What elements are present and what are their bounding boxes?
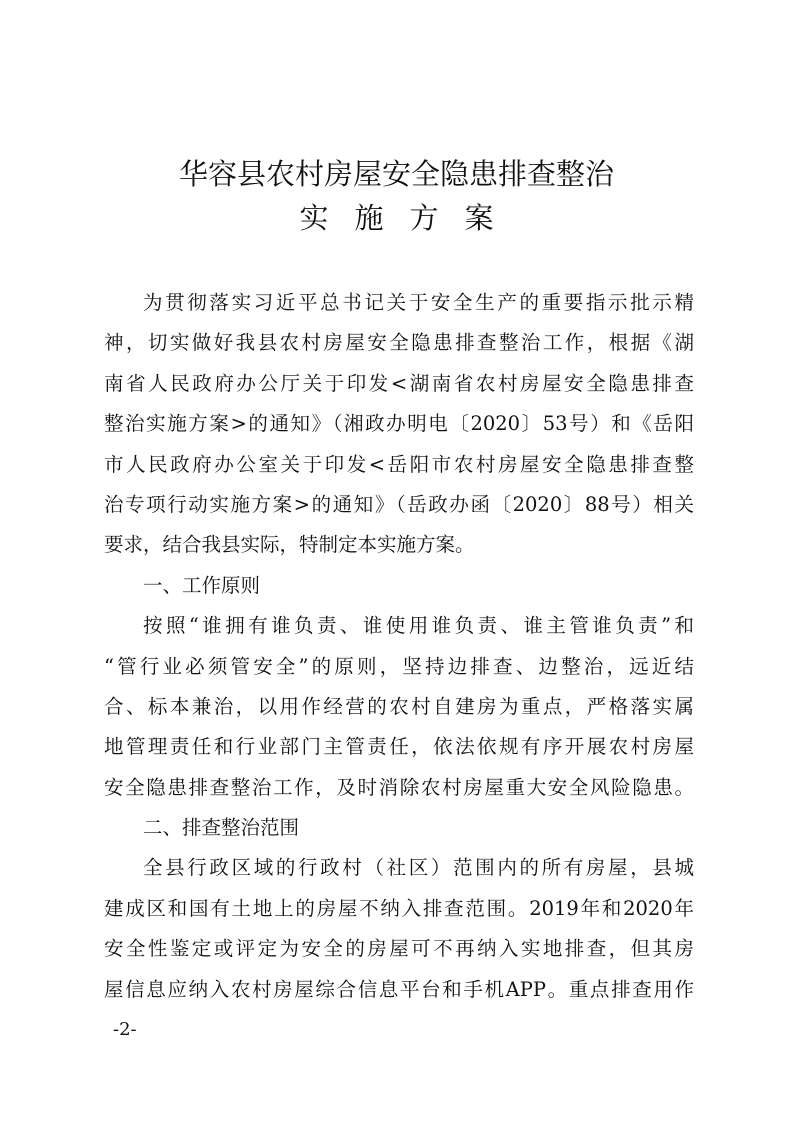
paragraph-1-line-4: 整治实施方案>的通知》（湘政办明电〔2020〕53号）和《岳阳 (104, 412, 694, 436)
paragraph-2-line-5: 安全隐患排查整治工作，及时消除农村房屋重大安全风险隐患。 (104, 775, 694, 799)
paragraph-3-line-4: 屋信息应纳入农村房屋综合信息平台和手机APP。重点排查用作 (104, 977, 694, 1001)
paragraph-1-line-2: 神，切实做好我县农村房屋安全隐患排查整治工作，根据《湖 (104, 331, 694, 355)
paragraph-2-line-4: 地管理责任和行业部门主管责任，依法依规有序开展农村房屋 (104, 735, 694, 759)
paragraph-3-line-1: 全县行政区域的行政村（社区）范围内的所有房屋，县城 (143, 856, 694, 880)
section-heading-1: 一、工作原则 (143, 573, 261, 597)
paragraph-1-line-3: 南省人民政府办公厅关于印发<湖南省农村房屋安全隐患排查 (104, 371, 694, 395)
paragraph-1-line-6: 治专项行动实施方案>的通知》（岳政办函〔2020〕88号）相关 (104, 492, 694, 516)
paragraph-3-line-2: 建成区和国有土地上的房屋不纳入排查范围。2019年和2020年 (104, 896, 694, 920)
paragraph-1-line-7: 要求，结合我县实际，特制定本实施方案。 (104, 533, 475, 557)
document-title-line-2: 实施方案 (299, 201, 520, 235)
paragraph-2-line-3: 合、标本兼治，以用作经营的农村自建房为重点，严格落实属 (104, 694, 694, 718)
section-heading-2: 二、排查整治范围 (143, 816, 300, 840)
document-title-line-1: 华容县农村房屋安全隐患排查整治 (178, 157, 614, 191)
paragraph-1-line-1: 为贯彻落实习近平总书记关于安全生产的重要指示批示精 (143, 291, 694, 314)
paragraph-1-line-5: 市人民政府办公室关于印发<岳阳市农村房屋安全隐患排查整 (104, 452, 694, 476)
document-body (104, 283, 694, 1010)
paragraph-2-line-2: “管行业必须管安全”的原则，坚持边排查、边整治，远近结 (104, 654, 694, 678)
paragraph-3-line-3: 安全性鉴定或评定为安全的房屋可不再纳入实地排查，但其房 (104, 937, 694, 961)
paragraph-2-line-1: 按照“谁拥有谁负责、谁使用谁负责、谁主管谁负责”和 (143, 614, 694, 638)
page-number: -2- (113, 1019, 137, 1040)
